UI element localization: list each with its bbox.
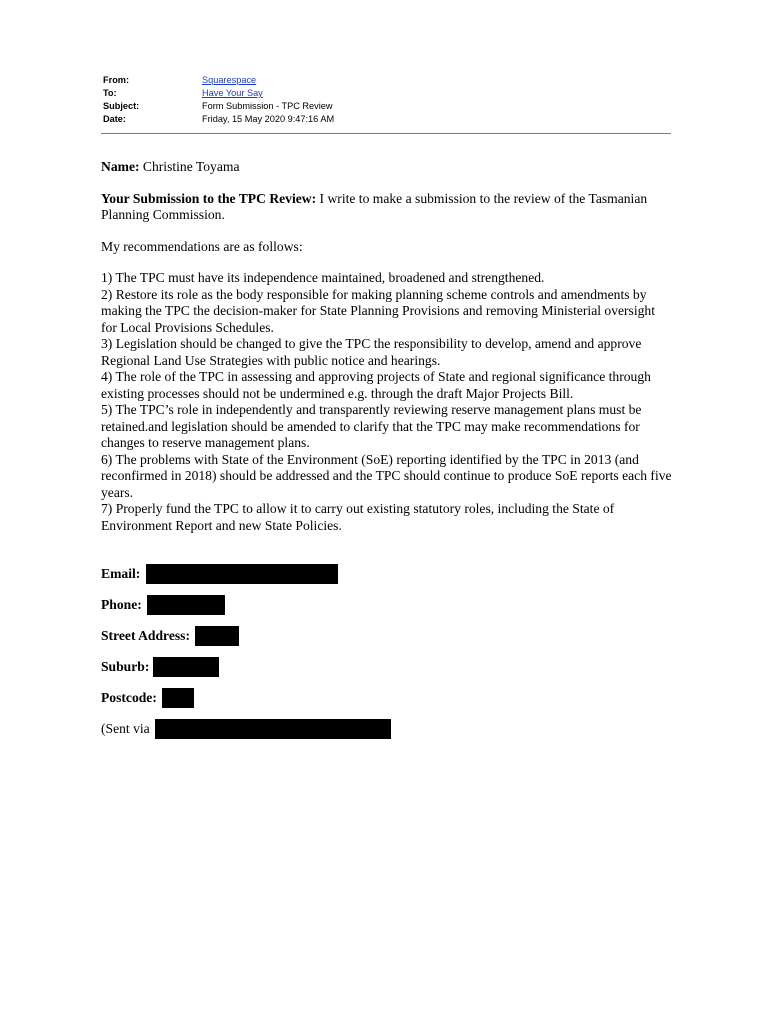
name-value: Christine Toyama: [142, 159, 240, 174]
from-label: From:: [103, 75, 130, 85]
name-label: Name:: [101, 159, 140, 174]
from-row: [103, 74, 334, 87]
review-paragraph: [101, 191, 673, 224]
review-label: Your Submission to the TPC Review:: [101, 190, 317, 206]
phone-field: [101, 595, 225, 615]
suburb-redaction: [153, 657, 219, 677]
postcode-redaction: [162, 688, 194, 708]
date-value: Friday, 15 May 2020 9:47:16 AM: [202, 114, 335, 124]
recommendation-item: 2) Restore its role as the body responsible for making planning scheme controls and amendments by making the TPC the decision-maker for State Planning Provisions and removing Ministerial oversight for Local Provisions Schedules.: [101, 286, 655, 335]
email-redaction: [146, 564, 338, 584]
street-address-redaction: [195, 626, 239, 646]
to-row: [103, 87, 334, 100]
email-header: [103, 74, 334, 126]
recommendations-list: [101, 270, 673, 534]
email-label: Email:: [101, 566, 141, 581]
recommendation-item: 6) The problems with State of the Environment (SoE) reporting identified by the TPC in 2013 (and reconfirmed in 2018) should be addressed and the TPC should continue to produce SoE reports each five years.: [101, 451, 672, 500]
suburb-field: [101, 657, 219, 677]
recommendation-item: 5) The TPC’s role in independently and transparently reviewing reserve management plans must be retained.and legislation should be amended to clarify that the TPC may make recommendations for changes to reserve management plans.: [101, 402, 642, 450]
to-link[interactable]: Have Your Say: [202, 88, 263, 98]
phone-label: Phone:: [101, 597, 142, 612]
postcode-field: [101, 688, 194, 708]
subject-row: [103, 100, 334, 113]
phone-redaction: [147, 595, 225, 615]
header-divider: [101, 133, 671, 134]
subject-value: Form Submission - TPC Review: [202, 101, 333, 111]
recommendation-item: 1) The TPC must have its independence maintained, broadened and strengthened.: [101, 270, 545, 285]
submission-body: [101, 159, 673, 534]
street-address-field: [101, 626, 239, 646]
sent-via-redaction: [155, 719, 391, 739]
subject-label: Subject:: [103, 101, 140, 111]
review-intro: I write to make a submission to the review of the Tasmanian Planning Commission.: [101, 190, 648, 222]
to-label: To:: [103, 88, 117, 98]
name-line: [101, 159, 673, 176]
from-link[interactable]: Squarespace: [202, 75, 257, 85]
sent-via-label: (Sent via: [101, 721, 150, 736]
recommendation-item: 4) The role of the TPC in assessing and approving projects of State and regional significance through existing processes should not be undermined e.g. through the draft Major Projects Bill.: [101, 369, 651, 401]
recommendation-item: 7) Properly fund the TPC to allow it to carry out existing statutory roles, including the State of Environment Report and new State Policies.: [101, 501, 615, 533]
date-label: Date:: [103, 114, 126, 124]
email-field: [101, 564, 338, 584]
postcode-label: Postcode:: [101, 690, 157, 705]
recommendations-intro: My recommendations are as follows:: [101, 238, 303, 254]
date-row: [103, 113, 334, 126]
suburb-label: Suburb:: [101, 659, 150, 674]
sent-via-field: [101, 719, 391, 739]
street-address-label: Street Address:: [101, 628, 190, 643]
recommendation-item: 3) Legislation should be changed to give the TPC the responsibility to develop, amend and approve Regional Land Use Strategies with public notice and hearings.: [101, 336, 642, 368]
